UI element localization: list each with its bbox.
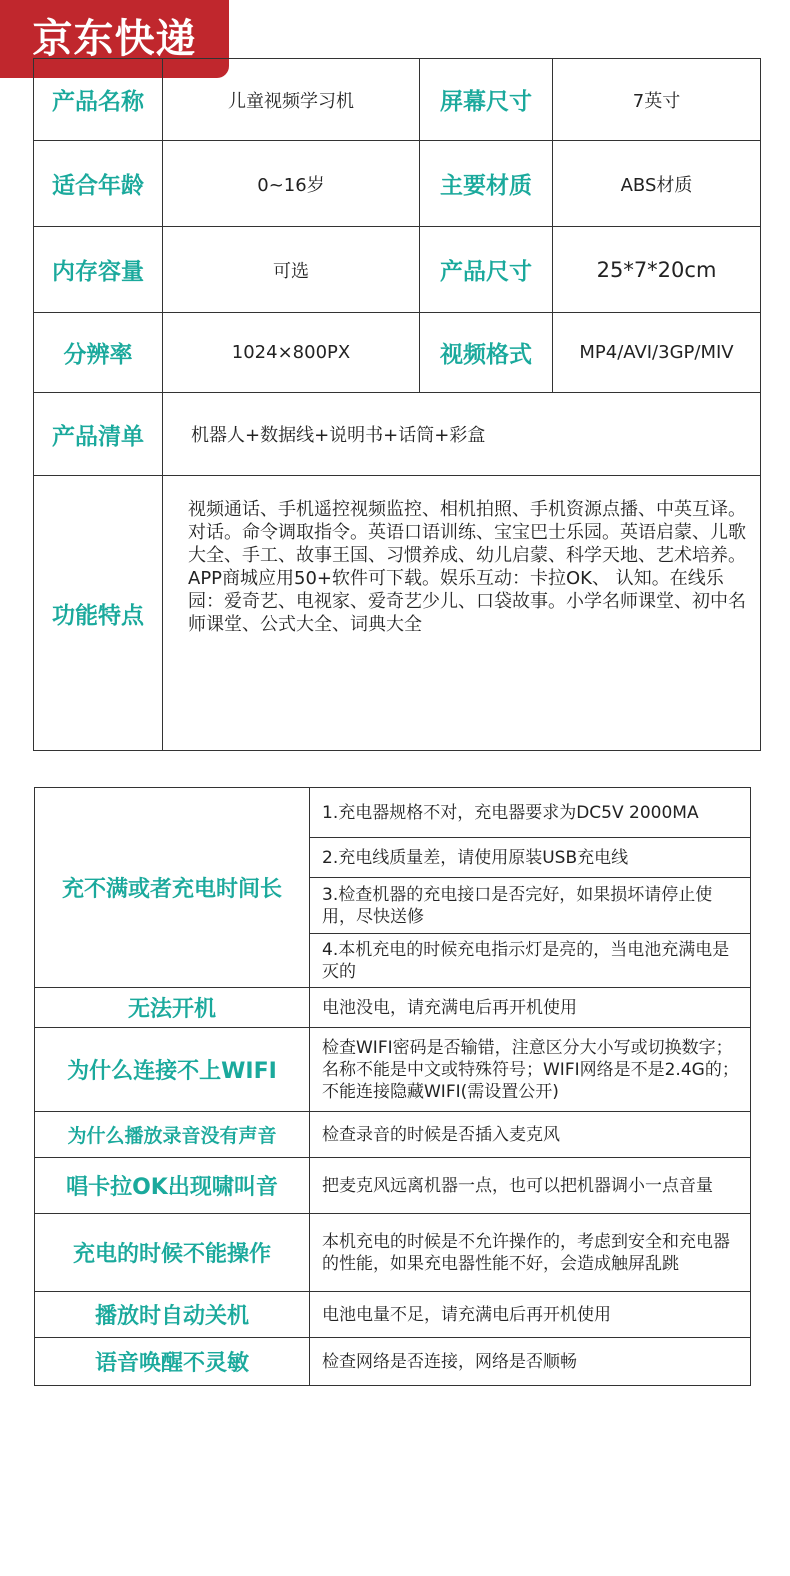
age-value: 0~16岁 xyxy=(163,141,420,227)
package-list-label: 产品清单 xyxy=(34,393,163,476)
charge-answer-3: 3.检查机器的充电接口是否完好，如果损坏请停止使用，尽快送修 xyxy=(310,878,751,934)
memory-label: 内存容量 xyxy=(34,227,163,313)
product-name-label: 产品名称 xyxy=(34,59,163,141)
faq-row xyxy=(35,1112,751,1158)
size-label: 产品尺寸 xyxy=(420,227,553,313)
features-label: 功能特点 xyxy=(34,476,163,751)
faq-answer: 检查录音的时候是否插入麦克风 xyxy=(310,1112,751,1158)
spec-row xyxy=(34,393,761,476)
faq-row xyxy=(35,1338,751,1386)
faq-question: 为什么连接不上WIFI xyxy=(35,1028,310,1112)
charge-answer-1: 1.充电器规格不对，充电器要求为DC5V 2000MA xyxy=(310,788,751,838)
faq-answer: 电池电量不足，请充满电后再开机使用 xyxy=(310,1292,751,1338)
screen-size-value: 7英寸 xyxy=(553,59,761,141)
faq-row xyxy=(35,1028,751,1112)
jd-express-badge: 京东快递 xyxy=(0,0,229,78)
features-value: 视频通话、手机遥控视频监控、相机拍照、手机资源点播、中英互译。 对话。命令调取指令。英语口语训练、宝宝巴士乐园。英语启蒙、儿歌大全、手工、故事王国、习惯养成、幼儿启蒙、科学天地、艺术培养。APP商城应用50+软件可下载。娱乐互动：卡拉OK、 认知。在线乐园：爱奇艺、电视家、爱奇艺少儿、口袋故事。小学名师课堂、初中名师课堂、公式大全、词典大全 xyxy=(163,476,761,751)
faq-answer: 检查网络是否连接，网络是否顺畅 xyxy=(310,1338,751,1386)
faq-answer: 把麦克风远离机器一点，也可以把机器调小一点音量 xyxy=(310,1158,751,1214)
video-format-label: 视频格式 xyxy=(420,313,553,393)
faq-answer: 电池没电，请充满电后再开机使用 xyxy=(310,988,751,1028)
package-list-value: 机器人+数据线+说明书+话筒+彩盒 xyxy=(163,393,761,476)
faq-row xyxy=(35,988,751,1028)
screen-size-label: 屏幕尺寸 xyxy=(420,59,553,141)
faq-table xyxy=(34,787,751,1386)
resolution-label: 分辨率 xyxy=(34,313,163,393)
faq-question: 无法开机 xyxy=(35,988,310,1028)
faq-question: 充电的时候不能操作 xyxy=(35,1214,310,1292)
product-name-value: 儿童视频学习机 xyxy=(163,59,420,141)
faq-row xyxy=(35,788,751,838)
resolution-value: 1024×800PX xyxy=(163,313,420,393)
video-format-value: MP4/AVI/3GP/MIV xyxy=(553,313,761,393)
faq-answer: 本机充电的时候是不允许操作的，考虑到安全和充电器的性能，如果充电器性能不好，会造成触屏乱跳 xyxy=(310,1214,751,1292)
material-value: ABS材质 xyxy=(553,141,761,227)
spec-row xyxy=(34,59,761,141)
faq-question: 语音唤醒不灵敏 xyxy=(35,1338,310,1386)
material-label: 主要材质 xyxy=(420,141,553,227)
spec-row xyxy=(34,476,761,751)
age-label: 适合年龄 xyxy=(34,141,163,227)
charge-answer-4: 4.本机充电的时候充电指示灯是亮的，当电池充满电是灭的 xyxy=(310,934,751,988)
faq-question: 播放时自动关机 xyxy=(35,1292,310,1338)
spec-row xyxy=(34,313,761,393)
faq-question: 唱卡拉OK出现啸叫音 xyxy=(35,1158,310,1214)
faq-row xyxy=(35,1214,751,1292)
faq-answer: 检查WIFI密码是否输错，注意区分大小写或切换数字；名称不能是中文或特殊符号；WIFI网络是不是2.4G的；不能连接隐藏WIFI(需设置公开) xyxy=(310,1028,751,1112)
faq-row xyxy=(35,1158,751,1214)
charge-answer-2: 2.充电线质量差，请使用原装USB充电线 xyxy=(310,838,751,878)
spec-row xyxy=(34,141,761,227)
faq-row xyxy=(35,1292,751,1338)
spec-row xyxy=(34,227,761,313)
spec-table xyxy=(33,58,761,751)
memory-value: 可选 xyxy=(163,227,420,313)
charge-question: 充不满或者充电时间长 xyxy=(35,788,310,988)
size-value: 25*7*20cm xyxy=(553,227,761,313)
faq-question: 为什么播放录音没有声音 xyxy=(35,1112,310,1158)
